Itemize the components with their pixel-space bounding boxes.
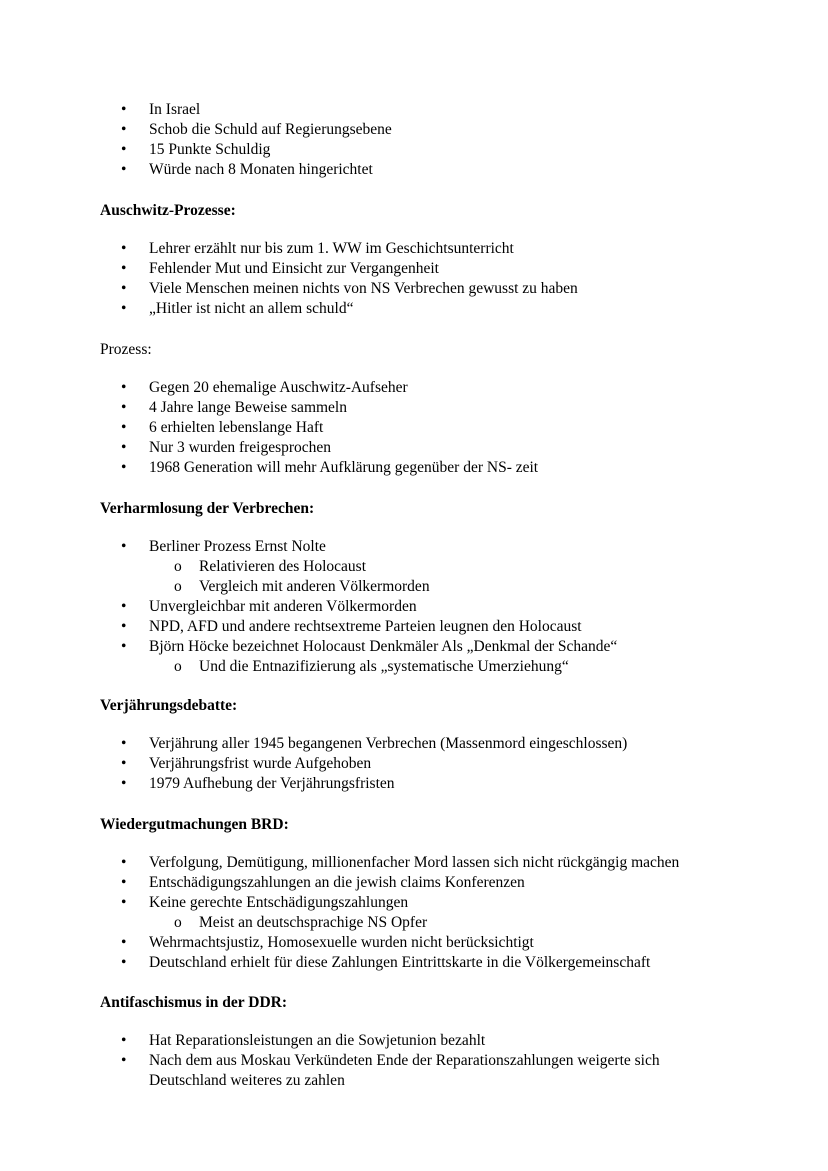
list-item: • 6 erhielten lebenslange Haft — [0, 418, 828, 438]
list-item: • Entschädigungszahlungen an die jewish claims Konferenzen — [0, 873, 828, 893]
list-item: • 1979 Aufhebung der Verjährungsfristen — [0, 774, 828, 794]
list-item: • Wehrmachtsjustiz, Homosexuelle wurden nicht berücksichtigt — [0, 933, 828, 953]
list-item: • Verjährungsfrist wurde Aufgehoben — [0, 754, 828, 774]
list-item: • Hat Reparationsleistungen an die Sowjetunion bezahlt — [0, 1031, 828, 1051]
list-item: • 4 Jahre lange Beweise sammeln — [0, 398, 828, 418]
list-item: • Viele Menschen meinen nichts von NS Verbrechen gewusst zu haben — [0, 279, 828, 299]
sub-list-item: o Vergleich mit anderen Völkermorden — [0, 577, 828, 597]
list-item: • Nur 3 wurden freigesprochen — [0, 438, 828, 458]
heading-verjaehrungsdebatte: Verjährungsdebatte: — [100, 697, 238, 714]
list-item: • Berliner Prozess Ernst Nolte — [0, 537, 828, 557]
list-item: • Nach dem aus Moskau Verkündeten Ende der Reparationszahlungen weigerte sich Deutschland weiteres zu zahlen — [0, 1051, 729, 1091]
sub-list-item: o Und die Entnazifizierung als „systematische Umerziehung“ — [0, 657, 828, 677]
list-item: • Verfolgung, Demütigung, millionenfacher Mord lassen sich nicht rückgängig machen — [0, 853, 828, 873]
list-item: • NPD, AFD und andere rechtsextreme Parteien leugnen den Holocaust — [0, 617, 828, 637]
list-item: • Würde nach 8 Monaten hingerichtet — [0, 160, 828, 180]
list-item: • Keine gerechte Entschädigungszahlungen — [0, 893, 828, 913]
verharmlosung-list — [0, 537, 828, 677]
ddr-list — [0, 1031, 828, 1091]
verjaehrung-list — [0, 734, 828, 794]
heading-prozess: Prozess: — [100, 341, 152, 358]
prozess-list — [0, 378, 828, 478]
list-item: • Schob die Schuld auf Regierungsebene — [0, 120, 828, 140]
list-item: • 15 Punkte Schuldig — [0, 140, 828, 160]
list-item: • Verjährung aller 1945 begangenen Verbrechen (Massenmord eingeschlossen) — [0, 734, 828, 754]
list-item: • 1968 Generation will mehr Aufklärung gegenüber der NS- zeit — [0, 458, 828, 478]
list-item: • „Hitler ist nicht an allem schuld“ — [0, 299, 828, 319]
list-item: • Fehlender Mut und Einsicht zur Vergangenheit — [0, 259, 828, 279]
list-item: • In Israel — [0, 100, 828, 120]
list-item: • Deutschland erhielt für diese Zahlungen Eintrittskarte in die Völkergemeinschaft — [0, 953, 828, 973]
heading-wiedergutmachungen: Wiedergutmachungen BRD: — [100, 816, 289, 833]
list-item: • Björn Höcke bezeichnet Holocaust Denkmäler Als „Denkmal der Schande“ — [0, 637, 828, 657]
heading-antifaschismus-ddr: Antifaschismus in der DDR: — [100, 994, 288, 1011]
list-item: • Unvergleichbar mit anderen Völkermorden — [0, 597, 828, 617]
sub-list-item: o Relativieren des Holocaust — [0, 557, 828, 577]
list-item: • Gegen 20 ehemalige Auschwitz-Aufseher — [0, 378, 828, 398]
auschwitz-list — [0, 239, 828, 319]
heading-auschwitz-prozesse: Auschwitz-Prozesse: — [100, 202, 236, 219]
trial-facts-list — [0, 100, 828, 180]
list-item: • Lehrer erzählt nur bis zum 1. WW im Geschichtsunterricht — [0, 239, 828, 259]
sub-list-item: o Meist an deutschsprachige NS Opfer — [0, 913, 828, 933]
heading-verharmlosung: Verharmlosung der Verbrechen: — [100, 500, 315, 517]
wiedergut-list — [0, 853, 828, 973]
